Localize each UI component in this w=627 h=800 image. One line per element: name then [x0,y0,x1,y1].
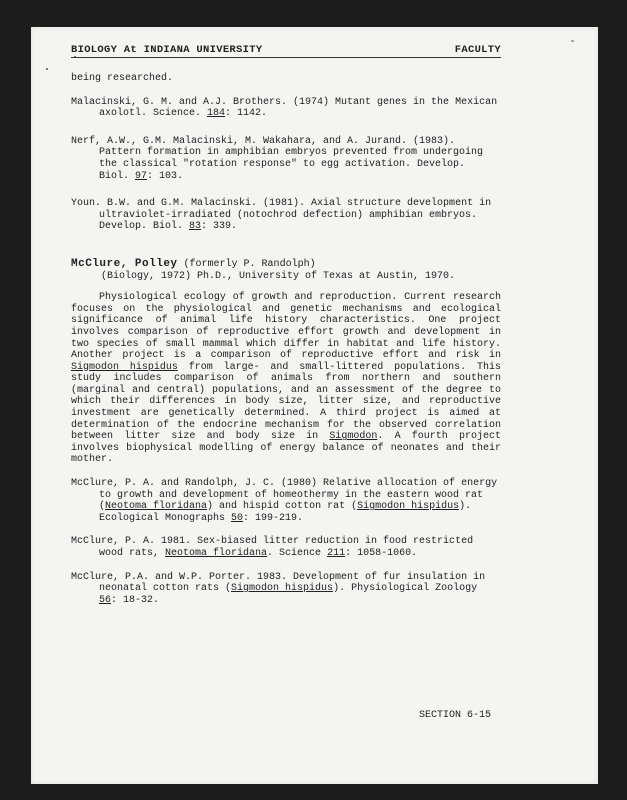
reference-volume: 97 [135,170,148,182]
page-footer: SECTION 6-15 [419,710,492,721]
species-name: Neotoma floridana [165,548,268,559]
reference-text: ) and hispid cotton rat ( [207,501,358,513]
reference-volume: 50 [231,512,244,524]
faculty-former-name: (formerly P. Randolph) [183,258,316,270]
reference-volume: 83 [189,221,202,233]
reference-item [71,536,501,559]
research-text: . A fourth project involves biophysical modelling of energy balance of neonates and their mother. [71,431,501,466]
page-content [71,73,501,618]
page-header [71,44,501,58]
header-section: FACULTY [454,44,501,56]
reference-text: McClure, P. A. and Randolph, J. C. (1980) Relative allocation of energy to growth and development of homeothermy in the eastern wood rat ( [71,478,498,513]
reference-volume: 184 [207,108,226,120]
reference-volume: 56 [99,594,112,606]
reference-pages: : 199-219. [243,512,304,524]
species-name: Sigmodon hispidus [71,361,178,373]
reference-text: ). Physiological Zoology [333,583,478,595]
faculty-name: McClure, Polley [71,257,178,270]
reference-text: Nerf, A.W., G.M. Malacinski, M. Wakahara, and A. Jurand. (1983). Pattern formation in amphibian embryos prevented from undergoing the classical "rotation response" to egg activation. Develop. Biol. [71,135,484,182]
reference-volume: 211 [327,548,346,559]
faculty-degree: (Biology, 1972) Ph.D., University of Texas at Austin, 1970. [101,270,456,282]
reference-pages: : 1142. [225,108,268,120]
page-speck [571,40,574,42]
species-name: Sigmodon hispidus [231,583,334,595]
reference-item [71,136,501,182]
reference-item [71,572,501,607]
reference-pages: : 1058-1060. [345,548,418,559]
species-name: Sigmodon [329,431,378,443]
reference-pages: : 18-32. [111,594,160,606]
reference-pages: : 339. [201,221,238,233]
species-name: Sigmodon hispidus [357,501,460,513]
continued-text: being researched. [71,73,174,84]
species-name: Neotoma floridana [105,501,208,513]
research-text: from large- and small-littered populations. This study includes comparison of animals from northern and southern (marginal and central) populations, and an assessment of the degree to which their differences in body size, litter size, and reproductive investment are genetically determined. A third project is aimed at determination of the endocrine mechanism for the observed correlation between litter size and body size in [71,361,501,443]
reference-pages: : 103. [147,170,184,182]
reference-text: Youn. B.W. and G.M. Malacinski. (1981). Axial structure development in ultraviolet-irradiated (notochrod defection) amphibian embryos. Develop. Biol. [71,198,492,233]
reference-text: . Science [267,548,328,559]
reference-item [71,478,501,524]
reference-text: McClure, P. A. 1981. Sex-biased litter reduction in food restricted wood rats, [71,536,474,559]
faculty-entry-heading [71,259,501,271]
reference-item [71,198,501,233]
research-description [71,292,501,466]
page-speck [46,68,48,70]
reference-text: ). Ecological Monographs [99,501,472,524]
reference-text: McClure, P.A. and W.P. Porter. 1983. Development of fur insulation in neonatal cotton rats ( [71,571,486,595]
reference-item [71,97,501,120]
reference-text: Malacinski, G. M. and A.J. Brothers. (1974) Mutant genes in the Mexican axolotl. Science. [71,96,498,120]
research-text: Physiological ecology of growth and reproduction. Current research focuses on the physiological and genetic mechanisms and ecological significance of animal life history characteristics. One project involves comparison of reproductive effort growth and development in two species of small mammal which differ in habitat and life history. Another project is a comparison of reproductive effort and risk in [71,292,501,362]
header-department: BIOLOGY At INDIANA UNIVERSITY [71,44,263,56]
